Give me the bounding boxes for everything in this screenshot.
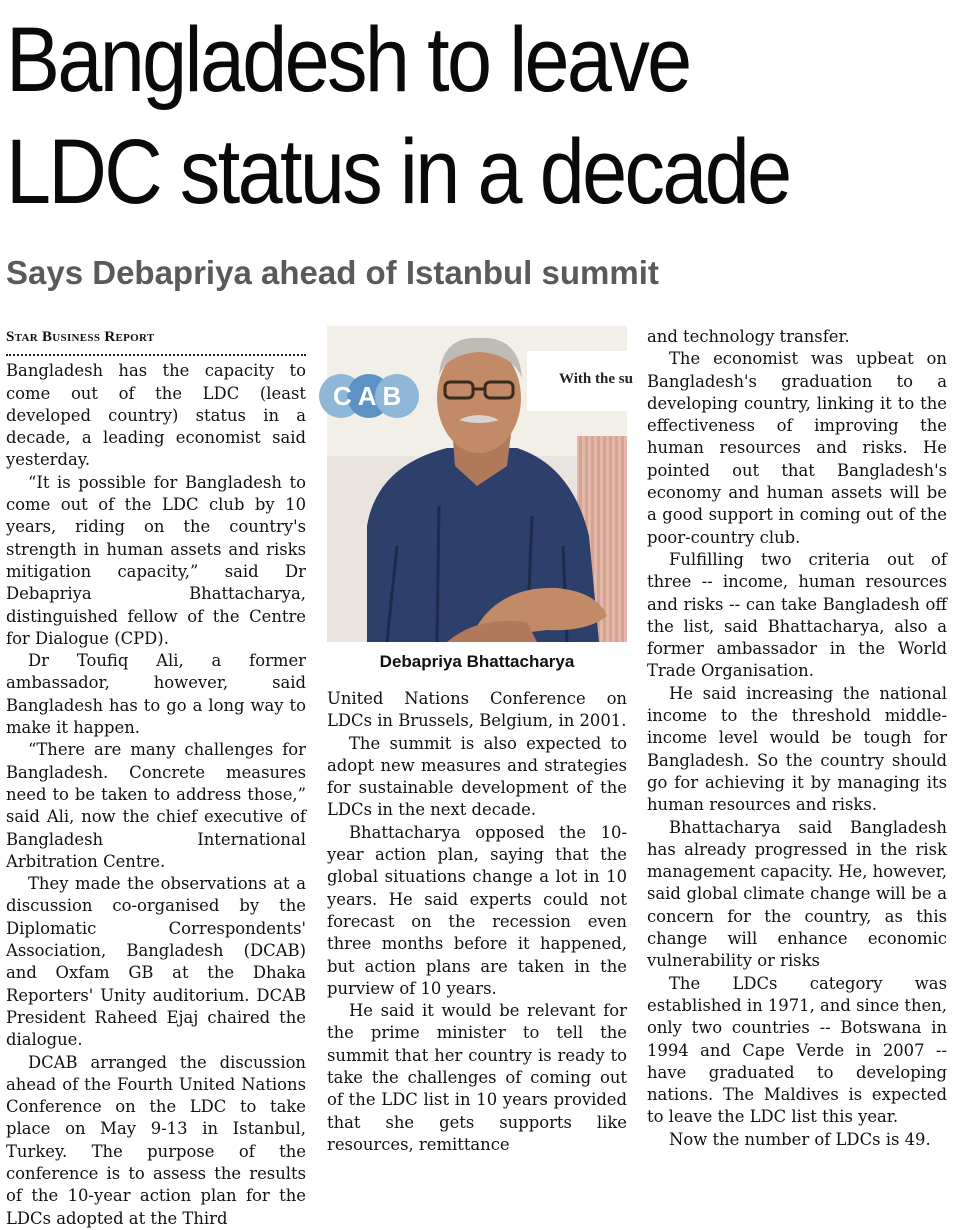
paragraph: United Nations Conference on LDCs in Brussels, Belgium, in 2001. xyxy=(327,689,627,731)
paragraph: “There are many challenges for Bangladesh. Concrete measures need to be taken to address those,” said Ali, now the chief executive of Bangladesh International Arbitration Centre. xyxy=(6,740,306,871)
paragraph: Dr Toufiq Ali, a former ambassador, however, said Bangladesh has to go a long way to make it happen. xyxy=(6,651,306,738)
banner-text: With the su xyxy=(559,371,633,387)
paragraph: Bhattacharya said Bangladesh has already progressed in the risk management capacity. He, however, said global climate change will be a concern for the country, as this change will enhance economic vulnerability or risks xyxy=(647,817,947,971)
paragraph: Now the number of LDCs is 49. xyxy=(669,1129,931,1149)
byline-divider xyxy=(6,354,306,356)
paragraph: They made the observations at a discussion co-organised by the Diplomatic Correspondents' Association, Bangladesh (DCAB) and Oxfam GB at the Dhaka Reporters' Unity auditorium. DCAB President Raheed Ejaj chaired the dialogue. xyxy=(6,874,306,1050)
paragraph: Bhattacharya opposed the 10-year action plan, saying that the global situations change a lot in 10 years. He said experts could not forecast on the recession even three months before it happened, but action plans are taken in the purview of 10 years. xyxy=(327,822,627,998)
paragraph: “It is possible for Bangladesh to come out of the LDC club by 10 years, riding on the country's strength in human assets and risks mitigation capacity,” said Dr Debapriya Bhattacharya, distinguished fellow of the Centre for Dialogue (CPD). xyxy=(6,472,306,648)
article-column-1 xyxy=(6,326,306,1228)
paragraph: He said increasing the national income to the threshold middle-income level would be tough for Bangladesh. So the country should go for achieving it by managing its human resources and risks. xyxy=(647,683,947,815)
paragraph: He said it would be relevant for the prime minister to tell the summit that her country is ready to take the challenges of coming out of the LDC list in 10 years provided that she gets supports like resources, remittance xyxy=(327,1001,627,1154)
paragraph: Fulfilling two criteria out of three -- income, human resources and risks -- can take Bangladesh off the list, said Bhattacharya, also a former ambassador in the World Trade Organisation. xyxy=(647,549,947,681)
photo-caption: Debapriya Bhattacharya xyxy=(379,652,575,671)
subheadline: Says Debapriya ahead of Istanbul summit xyxy=(6,254,659,291)
paragraph: The summit is also expected to adopt new measures and strategies for sustainable development of the LDCs in the next decade. xyxy=(327,733,627,820)
article-column-3 xyxy=(647,326,947,1149)
paragraph: The LDCs category was established in 1971, and since then, only two countries -- Botswana in 1994 and Cape Verde in 2007 -- have graduated to developing nations. The Maldives is expected to leave the LDC list this year. xyxy=(647,973,947,1127)
byline: Star Business Report xyxy=(6,329,155,345)
paragraph: The economist was upbeat on Bangladesh's graduation to a developing country, linking it to the effectiveness of improving the human resources and risks. He pointed out that Bangladesh's economy and human assets will be a good support in coming out of the poor-country club. xyxy=(647,349,947,547)
logo-text: CAB xyxy=(333,381,408,411)
paragraph: DCAB arranged the discussion ahead of the Fourth United Nations Conference on the LDC to take place on May 9-13 in Istanbul, Turkey. The purpose of the conference is to assess the results of the 10-year action plan for the LDCs adopted at the Third xyxy=(6,1052,306,1228)
paragraph: and technology transfer. xyxy=(647,327,850,346)
headline: Bangladesh to leave LDC status in a decade xyxy=(6,9,790,223)
paragraph: Bangladesh has the capacity to come out of the LDC (least developed country) status in a decade, a leading economist said yesterday. xyxy=(6,361,306,470)
article-column-2 xyxy=(327,326,627,1154)
